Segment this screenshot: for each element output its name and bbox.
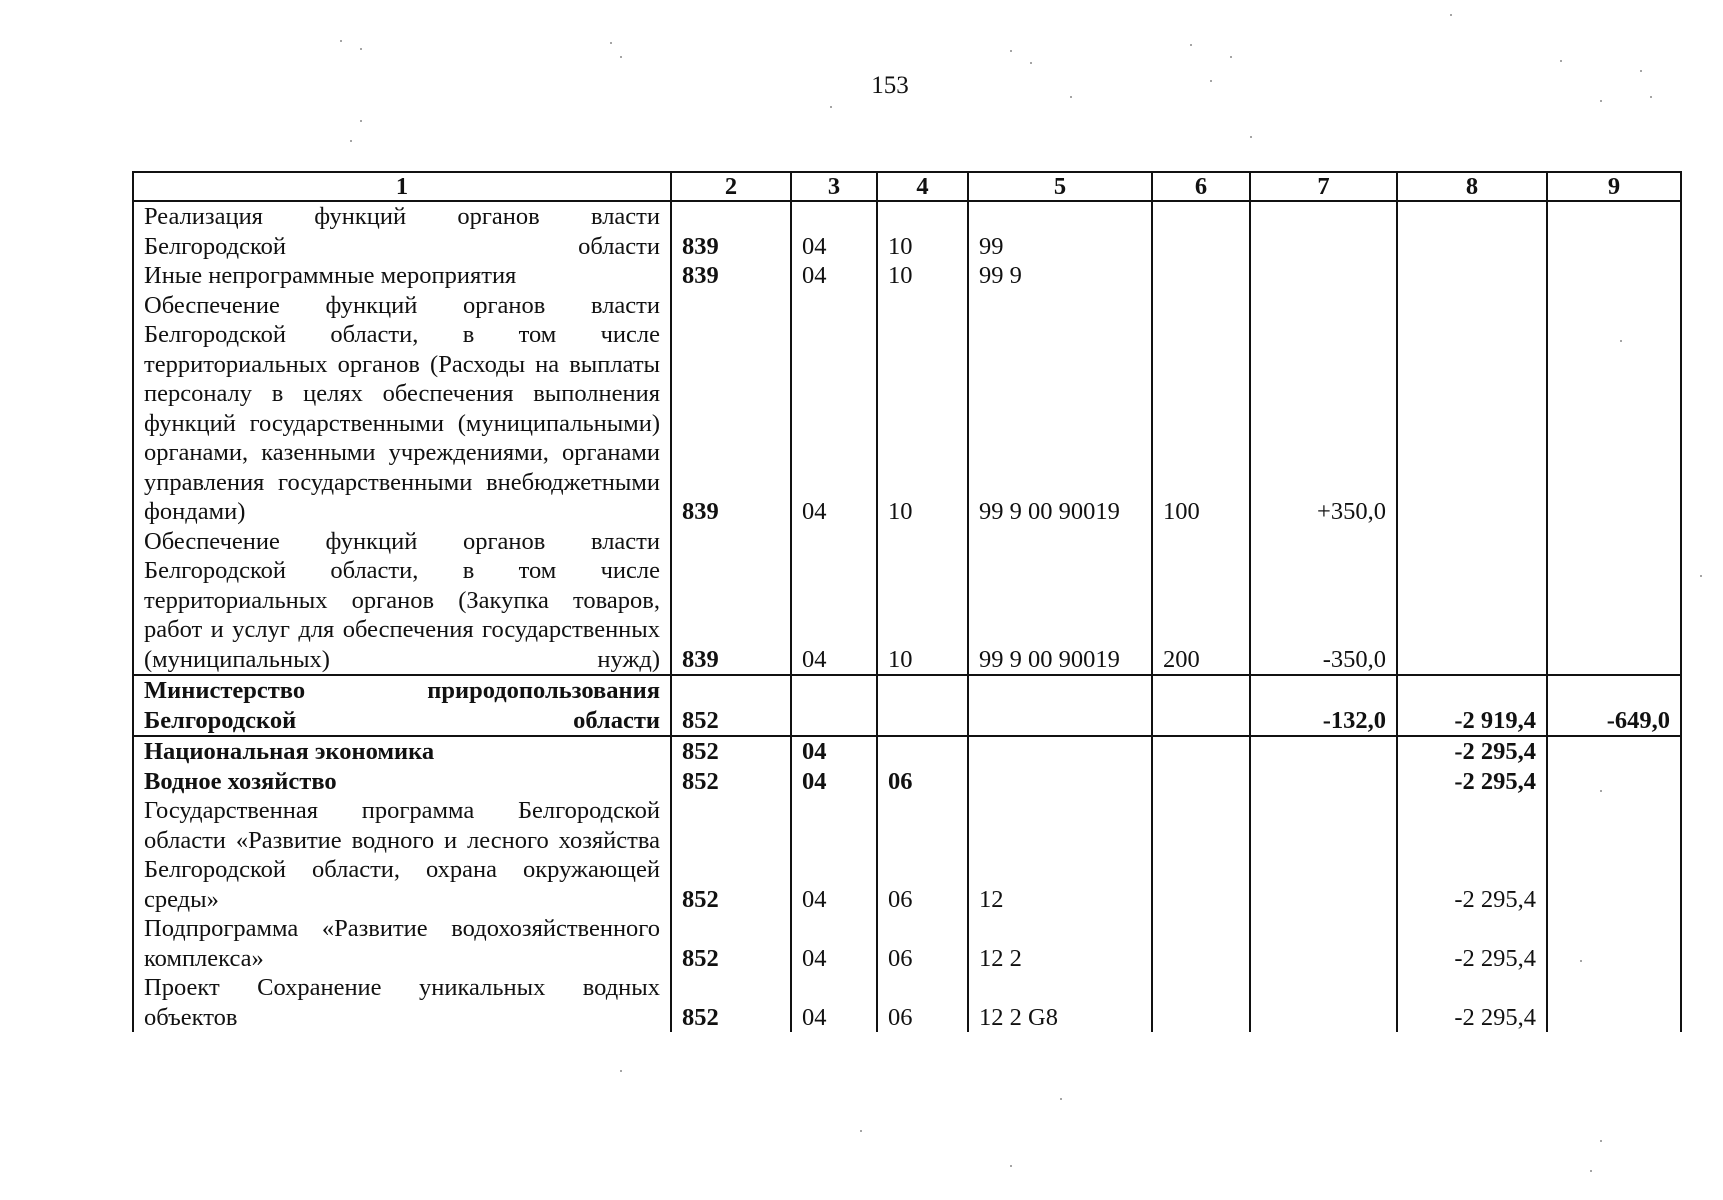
cell-value-9 (1547, 796, 1681, 914)
speck (1030, 62, 1032, 64)
cell-target: 12 (968, 796, 1152, 914)
table-row (133, 914, 1681, 973)
cell-name: Государственная программа Белгородской области «Развитие водного и лесного хозяйства Белгородской области, охрана окружающей среды» (133, 796, 671, 914)
speck (1560, 60, 1562, 62)
header-row (133, 172, 1681, 201)
cell-section: 04 (791, 796, 877, 914)
cell-subsection: 06 (877, 796, 968, 914)
table-row (133, 527, 1681, 676)
cell-type (1152, 675, 1250, 736)
speck (1070, 96, 1072, 98)
cell-code: 839 (671, 261, 791, 291)
speck (620, 56, 622, 58)
cell-code: 839 (671, 527, 791, 676)
speck (360, 120, 362, 122)
speck (1600, 790, 1602, 792)
cell-value-7 (1250, 973, 1397, 1032)
table-row (133, 796, 1681, 914)
cell-code: 852 (671, 973, 791, 1032)
cell-section: 04 (791, 736, 877, 767)
speck (1600, 1140, 1602, 1142)
table-body (133, 201, 1681, 1032)
speck (340, 40, 342, 42)
cell-target: 12 2 G8 (968, 973, 1152, 1032)
speck (360, 48, 362, 50)
cell-name: Водное хозяйство (133, 767, 671, 797)
cell-section: 04 (791, 914, 877, 973)
cell-value-9 (1547, 736, 1681, 767)
table-row (133, 736, 1681, 767)
cell-name: Подпрограмма «Развитие водохозяйственного комплекса» (133, 914, 671, 973)
cell-value-8: -2 295,4 (1397, 767, 1547, 797)
header-col-4: 4 (877, 172, 968, 201)
cell-code: 852 (671, 914, 791, 973)
cell-type: 100 (1152, 291, 1250, 527)
cell-target (968, 767, 1152, 797)
cell-value-8 (1397, 527, 1547, 676)
cell-value-7: +350,0 (1250, 291, 1397, 527)
cell-subsection (877, 736, 968, 767)
cell-section: 04 (791, 201, 877, 261)
cell-name: Проект Сохранение уникальных водных объектов (133, 973, 671, 1032)
cell-subsection: 10 (877, 527, 968, 676)
cell-section (791, 675, 877, 736)
cell-name: Национальная экономика (133, 736, 671, 767)
cell-section: 04 (791, 767, 877, 797)
speck (830, 106, 832, 108)
cell-type (1152, 796, 1250, 914)
cell-value-9 (1547, 291, 1681, 527)
cell-target (968, 675, 1152, 736)
cell-code: 852 (671, 767, 791, 797)
cell-value-9 (1547, 201, 1681, 261)
cell-name: Обеспечение функций органов власти Белгородской области, в том числе территориальных органов (Расходы на выплаты персоналу в целях обеспечения выполнения функций государственными (муниципальными) органами, казенными учреждениями, органами управления государственными внебюджетными фондами) (133, 291, 671, 527)
cell-value-8: -2 295,4 (1397, 796, 1547, 914)
cell-code: 852 (671, 675, 791, 736)
cell-value-8: -2 295,4 (1397, 973, 1547, 1032)
speck (1650, 96, 1652, 98)
table-header (133, 172, 1681, 201)
cell-value-9 (1547, 261, 1681, 291)
cell-subsection (877, 675, 968, 736)
cell-value-9: -649,0 (1547, 675, 1681, 736)
table-row (133, 767, 1681, 797)
cell-target (968, 736, 1152, 767)
cell-type: 200 (1152, 527, 1250, 676)
cell-value-7 (1250, 796, 1397, 914)
cell-value-9 (1547, 914, 1681, 973)
cell-type (1152, 261, 1250, 291)
speck (610, 42, 612, 44)
speck (1450, 14, 1452, 16)
header-col-5: 5 (968, 172, 1152, 201)
cell-value-8 (1397, 291, 1547, 527)
cell-value-9 (1547, 767, 1681, 797)
header-col-6: 6 (1152, 172, 1250, 201)
cell-subsection: 06 (877, 767, 968, 797)
cell-code: 839 (671, 201, 791, 261)
speck (1600, 100, 1602, 102)
cell-type (1152, 736, 1250, 767)
speck (1250, 136, 1252, 138)
speck (620, 1070, 622, 1072)
budget-table (132, 171, 1682, 1032)
header-col-9: 9 (1547, 172, 1681, 201)
cell-section: 04 (791, 261, 877, 291)
header-col-8: 8 (1397, 172, 1547, 201)
cell-target: 99 (968, 201, 1152, 261)
cell-value-7 (1250, 767, 1397, 797)
speck (1210, 80, 1212, 82)
cell-value-7: -132,0 (1250, 675, 1397, 736)
speck (1580, 960, 1582, 962)
table-row (133, 291, 1681, 527)
cell-section: 04 (791, 291, 877, 527)
cell-value-8 (1397, 261, 1547, 291)
table-row (133, 261, 1681, 291)
cell-type (1152, 914, 1250, 973)
cell-subsection: 06 (877, 914, 968, 973)
table-row (133, 973, 1681, 1032)
table-row (133, 201, 1681, 261)
cell-code: 839 (671, 291, 791, 527)
cell-target: 99 9 (968, 261, 1152, 291)
cell-type (1152, 201, 1250, 261)
cell-value-8: -2 295,4 (1397, 914, 1547, 973)
speck (1060, 1098, 1062, 1100)
speck (1620, 340, 1622, 342)
cell-value-7 (1250, 201, 1397, 261)
header-col-7: 7 (1250, 172, 1397, 201)
speck (1190, 44, 1192, 46)
cell-value-7: -350,0 (1250, 527, 1397, 676)
header-col-1: 1 (133, 172, 671, 201)
cell-value-8: -2 919,4 (1397, 675, 1547, 736)
cell-subsection: 10 (877, 261, 968, 291)
cell-target: 99 9 00 90019 (968, 527, 1152, 676)
cell-type (1152, 767, 1250, 797)
cell-value-8 (1397, 201, 1547, 261)
cell-type (1152, 973, 1250, 1032)
speck (860, 1130, 862, 1132)
cell-name: Реализация функций органов власти Белгородской области (133, 201, 671, 261)
cell-subsection: 10 (877, 291, 968, 527)
speck (1640, 70, 1642, 72)
cell-name: Обеспечение функций органов власти Белгородской области, в том числе территориальных органов (Закупка товаров, работ и услуг для обеспечения государственных (муниципальных) нужд) (133, 527, 671, 676)
cell-subsection: 10 (877, 201, 968, 261)
header-col-3: 3 (791, 172, 877, 201)
cell-value-8: -2 295,4 (1397, 736, 1547, 767)
speck (1010, 50, 1012, 52)
page-number: 153 (871, 72, 909, 99)
speck (1230, 56, 1232, 58)
cell-value-7 (1250, 736, 1397, 767)
cell-target: 99 9 00 90019 (968, 291, 1152, 527)
speck (350, 140, 352, 142)
cell-value-9 (1547, 973, 1681, 1032)
cell-value-7 (1250, 261, 1397, 291)
cell-value-9 (1547, 527, 1681, 676)
cell-section: 04 (791, 527, 877, 676)
cell-value-7 (1250, 914, 1397, 973)
cell-target: 12 2 (968, 914, 1152, 973)
speck (1700, 575, 1702, 577)
cell-name: Иные непрограммные мероприятия (133, 261, 671, 291)
speck (1010, 1165, 1012, 1167)
cell-name: Министерство природопользования Белгородской области (133, 675, 671, 736)
table-row (133, 675, 1681, 736)
speck (1590, 1170, 1592, 1172)
cell-section: 04 (791, 973, 877, 1032)
header-col-2: 2 (671, 172, 791, 201)
cell-subsection: 06 (877, 973, 968, 1032)
cell-code: 852 (671, 736, 791, 767)
cell-code: 852 (671, 796, 791, 914)
